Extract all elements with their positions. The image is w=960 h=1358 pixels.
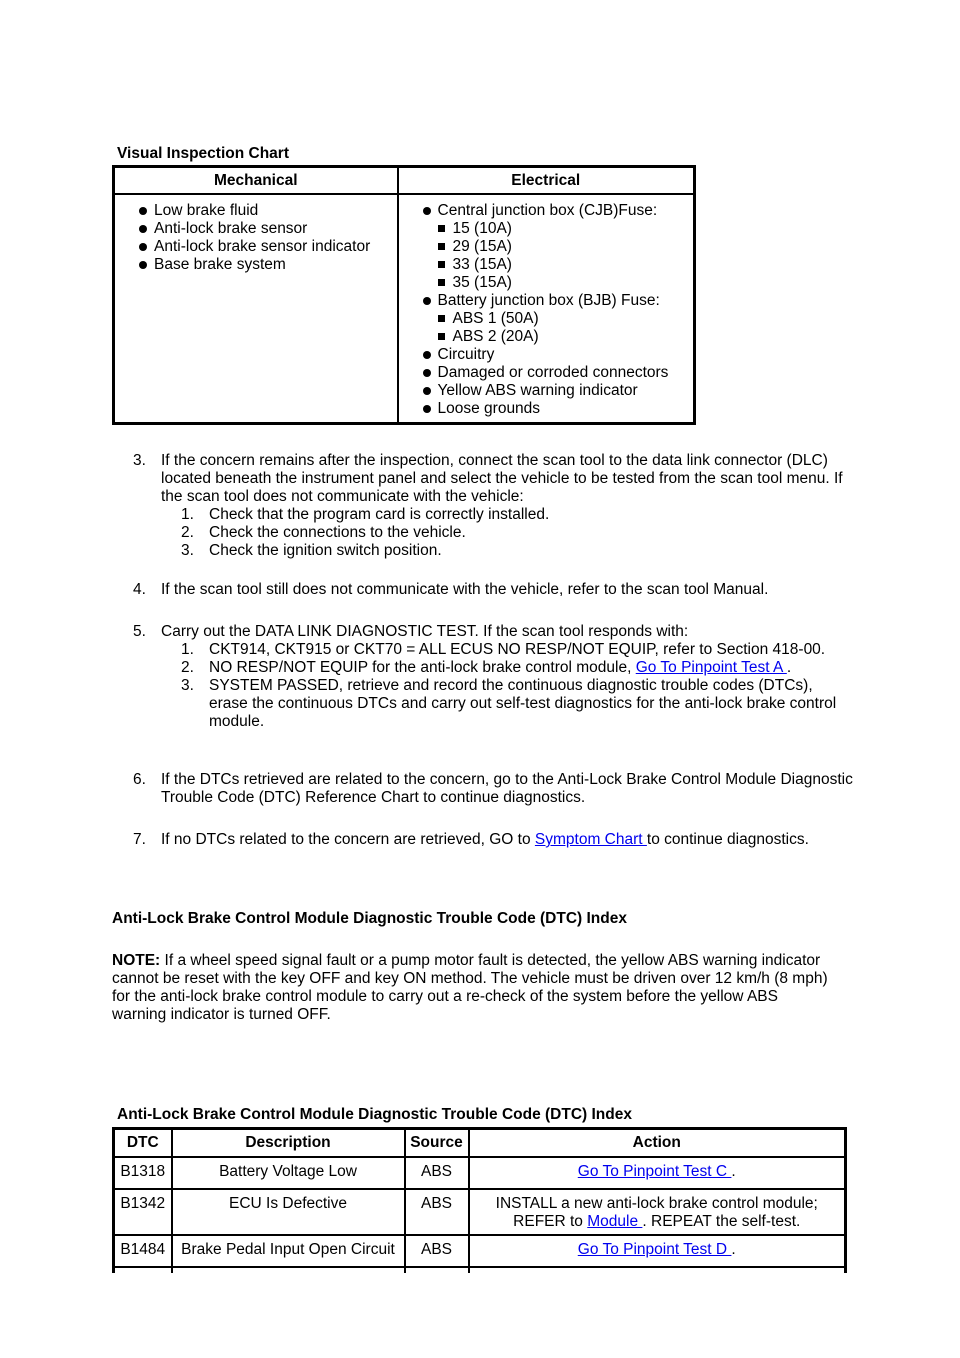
dtc-action <box>469 1189 846 1235</box>
sub-step-number: 3. <box>181 542 194 559</box>
pinpoint-test-c-link[interactable]: Go To Pinpoint Test C <box>577 1163 732 1180</box>
step-number: 5. <box>133 623 146 640</box>
dtc-description: Brake Pedal Input Open Circuit <box>172 1235 405 1267</box>
step-number: 7. <box>133 831 146 848</box>
step-text: Carry out the DATA LINK DIAGNOSTIC TEST. If the scan tool responds with: <box>161 623 689 640</box>
step-text <box>161 831 853 849</box>
sub-step-text: CKT914, CKT915 or CKT70 = ALL ECUS NO RESP/NOT EQUIP, refer to Section 418-00. <box>209 641 826 658</box>
visual-inspection-caption: Visual Inspection Chart <box>117 145 289 162</box>
dtc-action <box>469 1157 846 1189</box>
dtc-table-caption: Anti-Lock Brake Control Module Diagnostic Trouble Code (DTC) Index <box>117 1106 632 1123</box>
sub-step <box>161 506 853 524</box>
sub-step <box>161 524 853 542</box>
empty-cell <box>172 1267 405 1273</box>
empty-cell <box>405 1267 469 1273</box>
list-item: 29 (15A) <box>438 238 694 256</box>
sub-step-text: Check that the program card is correctly installed. <box>209 506 550 523</box>
bjb-label: Battery junction box (BJB) Fuse: <box>437 292 660 309</box>
description-header: Description <box>172 1129 405 1158</box>
sub-step <box>161 542 853 560</box>
dtc-code: B1342 <box>114 1189 172 1235</box>
dtc-code: B1484 <box>114 1235 172 1267</box>
sub-step-number: 2. <box>181 524 194 541</box>
sub-step-number: 2. <box>181 659 194 676</box>
sub-step-text-end: . <box>786 659 792 676</box>
dtc-header: DTC <box>114 1129 172 1158</box>
electrical-header: Electrical <box>398 167 695 195</box>
dtc-description: ECU Is Defective <box>172 1189 405 1235</box>
sub-step-text: Check the ignition switch position. <box>209 542 442 559</box>
mechanical-list <box>115 202 397 274</box>
sub-step-number: 3. <box>181 677 194 694</box>
action-header: Action <box>469 1129 846 1158</box>
symptom-chart-link[interactable]: Symptom Chart <box>534 831 647 848</box>
action-text: INSTALL a new anti-lock brake control module; <box>495 1195 818 1212</box>
list-item: Loose grounds <box>423 400 694 418</box>
electrical-list <box>399 202 694 220</box>
mechanical-header: Mechanical <box>114 167 398 195</box>
table-row <box>114 1157 846 1189</box>
action-text-end: . REPEAT the self-test. <box>642 1213 801 1230</box>
action-text-start: REFER to <box>513 1213 583 1230</box>
empty-cell <box>469 1267 846 1273</box>
step-number: 4. <box>133 581 146 598</box>
step-number: 3. <box>133 452 146 469</box>
cjb-label: Central junction box (CJB)Fuse: <box>437 202 658 219</box>
step-7 <box>133 831 853 849</box>
list-item <box>423 292 694 310</box>
table-row <box>114 1235 846 1267</box>
visual-inspection-table <box>112 165 696 425</box>
list-item: 35 (15A) <box>438 274 694 292</box>
step-4 <box>133 581 853 599</box>
cjb-fuse-list <box>399 220 694 292</box>
table-row <box>114 1189 846 1235</box>
step-text-start: If no DTCs related to the concern are retrieved, GO to <box>161 831 531 848</box>
bjb-fuse-list <box>399 310 694 346</box>
note-label: NOTE: <box>112 952 161 969</box>
dtc-table <box>112 1127 847 1273</box>
dtc-action <box>469 1235 846 1267</box>
sub-step-text: Check the connections to the vehicle. <box>209 524 466 541</box>
pinpoint-test-d-link[interactable]: Go To Pinpoint Test D <box>577 1241 732 1258</box>
list-item <box>423 202 694 220</box>
dtc-description: Battery Voltage Low <box>172 1157 405 1189</box>
dtc-source: ABS <box>405 1235 469 1267</box>
list-item: Anti-lock brake sensor indicator <box>139 238 397 256</box>
step-text: If the concern remains after the inspection, connect the scan tool to the data link connector (DLC) located beneath the instrument panel and select the vehicle to be tested from the scan tool menu. If the scan tool does not communicate with the vehicle: <box>161 452 843 505</box>
table-row-continued <box>114 1267 846 1273</box>
list-item: ABS 2 (20A) <box>438 328 694 346</box>
list-item: Base brake system <box>139 256 397 274</box>
sub-step-text: SYSTEM PASSED, retrieve and record the continuous diagnostic trouble codes (DTCs), erase the continuous DTCs and carry out self-test diagnostics for the anti-lock brake control module. <box>209 677 837 730</box>
list-item: Circuitry <box>423 346 694 364</box>
module-link[interactable]: Module <box>587 1213 643 1230</box>
step-text: If the scan tool still does not communicate with the vehicle, refer to the scan tool Manual. <box>161 581 769 598</box>
electrical-list-cont <box>399 292 694 310</box>
step-5 <box>133 623 853 731</box>
step-6 <box>133 771 853 807</box>
dtc-source: ABS <box>405 1189 469 1235</box>
list-item: Low brake fluid <box>139 202 397 220</box>
mechanical-cell <box>114 194 398 424</box>
sub-step <box>161 677 853 731</box>
action-text-end: . <box>731 1163 736 1180</box>
step-number: 6. <box>133 771 146 788</box>
step-3 <box>133 452 853 560</box>
list-item: ABS 1 (50A) <box>438 310 694 328</box>
list-item: Yellow ABS warning indicator <box>423 382 694 400</box>
action-text-end: . <box>731 1241 736 1258</box>
list-item: 33 (15A) <box>438 256 694 274</box>
list-item: Damaged or corroded connectors <box>423 364 694 382</box>
list-item: Anti-lock brake sensor <box>139 220 397 238</box>
electrical-list-other <box>399 346 694 418</box>
sub-step <box>161 659 853 677</box>
dtc-code: B1318 <box>114 1157 172 1189</box>
source-header: Source <box>405 1129 469 1158</box>
electrical-cell <box>398 194 695 424</box>
sub-step-number: 1. <box>181 506 194 523</box>
step-text-end: to continue diagnostics. <box>646 831 809 848</box>
dtc-source: ABS <box>405 1157 469 1189</box>
list-item: 15 (10A) <box>438 220 694 238</box>
sub-step <box>161 641 853 659</box>
dtc-index-heading: Anti-Lock Brake Control Module Diagnostic Trouble Code (DTC) Index <box>112 910 627 927</box>
empty-cell <box>114 1267 172 1273</box>
note-paragraph <box>112 952 832 1024</box>
sub-step-number: 1. <box>181 641 194 658</box>
sub-step-text: NO RESP/NOT EQUIP for the anti-lock brake control module, <box>209 659 632 676</box>
step-text: If the DTCs retrieved are related to the concern, go to the Anti-Lock Brake Control Module Diagnostic Trouble Code (DTC) Reference Chart to continue diagnostics. <box>161 771 853 806</box>
note-text: If a wheel speed signal fault or a pump motor fault is detected, the yellow ABS warning indicator cannot be reset with the key OFF and key ON method. The vehicle must be driven over 12 km/h (8 mph) for the anti-lock brake control module to carry out a re-check of the system before the yellow ABS warning indicator is turned OFF. <box>112 952 828 1023</box>
pinpoint-test-a-link[interactable]: Go To Pinpoint Test A <box>635 659 787 676</box>
